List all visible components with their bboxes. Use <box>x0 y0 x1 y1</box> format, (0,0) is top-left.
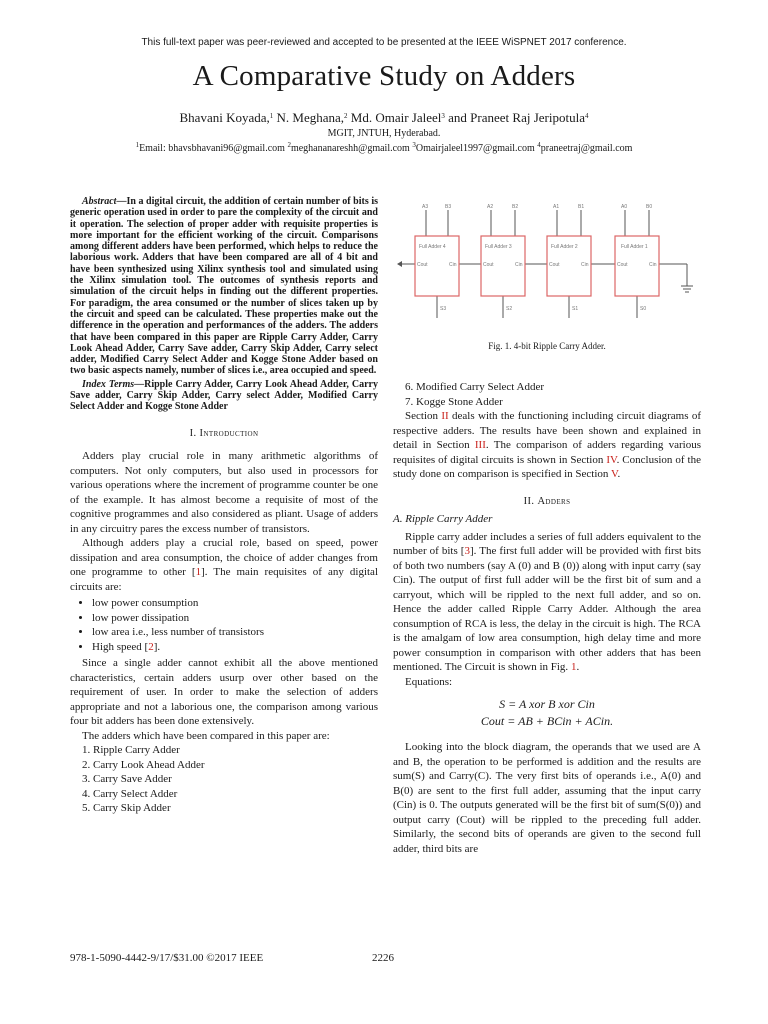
list-item: • low area i.e., less number of transistors <box>92 625 378 640</box>
figure-ripple-carry-adder <box>393 196 701 331</box>
block-label: Full Adder 2 <box>551 244 578 250</box>
input-label: B1 <box>578 204 585 210</box>
abstract <box>70 196 378 377</box>
list-item: 2. Carry Look Ahead Adder <box>82 758 205 771</box>
page-number: 2226 <box>372 952 394 964</box>
paper-title: A Comparative Study on Adders <box>192 60 576 92</box>
section-number: I. <box>189 427 200 439</box>
text-run: . <box>576 661 580 673</box>
author-list <box>0 110 768 126</box>
citation-link[interactable]: 1 <box>195 566 202 579</box>
intro-paragraph-4: The adders which have been compared in this paper are: <box>82 729 330 742</box>
equation-block <box>393 697 701 728</box>
text-run: High speed [ <box>92 640 149 653</box>
output-label: S1 <box>572 306 579 312</box>
list-item <box>92 640 378 655</box>
input-label: A2 <box>487 204 494 210</box>
affiliation: MGIT, JNTUH, Hyderabad. <box>327 128 441 139</box>
output-label: S2 <box>506 306 513 312</box>
email-superscript: 1 <box>135 141 140 149</box>
input-label: B0 <box>646 204 653 210</box>
list-item: 3. Carry Save Adder <box>82 773 172 786</box>
subsection-heading: A. Ripple Carry Adder <box>393 513 493 525</box>
text-run: ]. <box>153 640 161 653</box>
text-run: Although adders play a crucial role, based on speed, power dissipation and area consumption, the choice of adder changes from one programme to other [ <box>70 537 378 579</box>
text-run: . The comparison of adders regarding various requisites of digital circuits is shown in Section <box>393 439 702 466</box>
citation-link[interactable]: 3 <box>464 545 470 557</box>
text-run: deals with the functioning including circuit diagrams of respective adders. The results have been shown and explained in detail in Section <box>393 410 701 451</box>
text-run: ]. The first full adder will be provided with first bits of both two numbers (say A (0) and B (0)) along with input carry (say Cin). The output of first full adder will be the first bit of sum and a carryout, which will be rippled to the next full adder, and so on. Hence the adder called Ripple Carry Adder. Although the area consumption of RCA is less, the delay in the circuit is high. The RCA is the amalgam of low area consumption, high delay time and more power consumption in comparison with other adders that has been mentioned. The Circuit is shown in Fig. <box>393 545 701 673</box>
author-name: Bhavani Koyada, <box>179 110 270 125</box>
abstract-label: Abstract <box>82 196 117 207</box>
list-item: 7. Kogge Stone Adder <box>405 395 503 408</box>
figure-link[interactable]: 1 <box>570 661 577 673</box>
left-column <box>70 196 378 816</box>
section-link[interactable]: IV <box>606 453 617 466</box>
intro-paragraph-1: Adders play crucial role in many arithmetic algorithms of computers. Not only computers, but also used in processors for various operations where the increment of programme counter be one of the example. It has almost become a requisite of most of the cognitive programmes and also considered as pliant. Usage of adders in any circuitry pares the excess number of transistors. <box>70 450 378 535</box>
input-label: B2 <box>512 204 519 210</box>
requisites-list <box>70 596 378 654</box>
index-terms <box>70 379 378 413</box>
circuit-diagram <box>393 196 701 331</box>
email: Email: bhavsbhavani96@gmail.com <box>139 143 288 154</box>
figure-caption: Fig. 1. 4-bit Ripple Carry Adder. <box>488 341 606 351</box>
intro-paragraph-3: Since a single adder cannot exhibit all the above mentioned characteristics, certain adders usurp over other based on the requirement of user. In order to make the selection of adders appropriate and not a laborious one, the comparison among various four bit adders has been done extensively. <box>70 657 378 728</box>
text-run: . <box>617 468 621 480</box>
block-label: Full Adder 1 <box>621 244 648 250</box>
text-run: Ripple carry adder includes a series of full adders equivalent to the number of bits [ <box>393 530 701 557</box>
author-name: N. Meghana, <box>273 110 345 125</box>
list-item: • low power consumption <box>92 596 378 611</box>
list-item: 4. Carry Select Adder <box>82 787 178 800</box>
section-title: Introduction <box>199 427 259 439</box>
output-label: S3 <box>440 306 447 312</box>
sections-overview-paragraph <box>393 409 701 482</box>
copyright-footer: 978-1-5090-4442-9/17/$31.00 ©2017 IEEE <box>70 952 264 964</box>
section-heading-introduction <box>70 427 378 442</box>
equation: Cout = AB + BCin + ACin. <box>480 713 614 728</box>
author-emails <box>0 143 768 154</box>
text-run: . Conclusion of the study done on comparison is specified in Section <box>393 453 702 480</box>
input-label: A0 <box>621 204 628 210</box>
section-heading-adders <box>393 495 701 510</box>
email: praneetraj@gmail.com <box>540 143 633 154</box>
intro-paragraph-2 <box>70 536 378 594</box>
conference-banner: This full-text paper was peer-reviewed and accepted to be presented at the IEEE WiSPNET 2017 conference. <box>141 37 627 48</box>
email-superscript: 4 <box>537 141 541 149</box>
pin-label: Cout <box>483 262 494 268</box>
list-item: 5. Carry Skip Adder <box>82 802 171 815</box>
input-label: B3 <box>445 204 452 210</box>
carry-out-arrow-icon <box>397 261 402 267</box>
pin-label: Cout <box>549 262 560 268</box>
input-label: A3 <box>422 204 429 210</box>
section-number: II. <box>523 495 538 507</box>
email: meghananareshh@gmail.com <box>290 143 413 154</box>
author-superscript: 3 <box>441 112 445 120</box>
author-superscript: 1 <box>269 112 274 120</box>
author-name: Md. Omair Jaleel <box>347 110 442 125</box>
index-terms-text: —Ripple Carry Adder, Carry Look Ahead Adder, Carry Save adder, Carry Skip Adder, Carry select Adder, Modified Carry Select Adder and Kogge Stone Adder <box>70 378 378 413</box>
equations-label: Equations: <box>405 675 453 688</box>
abstract-text: —In a digital circuit, the addition of certain number of bits is generic operation used in order to pare the complexity of the circuit and it operation. The selection of proper adder with requisite properties is more important for the efficient working of the circuit. Comparisons among different adders have been performed, which helps to reduce the laborious work. Adders that have been compared are all of 4 bit and have been synthesized using Xilinx synthesis tool and simulated using the Xilinx simulation tool. The outcomes of synthesis reports and simulation of the circuit helps in finding out the different properties. For paradigm, the area consumed or the number of slices taken up by the circuit and speed can be calculated. These properties make out the difference in the operation and performances of the adders. The adders that have been compared in this paper are Ripple Carry Adder, Carry Look Ahead Adder, Carry Save adder, Carry Skip Adder, Carry select adder, Modified Carry Select Adder and Kogge Stone Adder based on two basic aspects namely, number of slices i.e., area occupied and speed. <box>70 196 378 377</box>
adders-list <box>70 743 378 816</box>
section-link[interactable]: III <box>474 439 486 451</box>
block-label: Full Adder 3 <box>485 244 512 250</box>
list-item: 6. Modified Carry Select Adder <box>405 381 544 393</box>
pin-label: Cout <box>617 262 628 268</box>
email-superscript: 2 <box>287 141 291 149</box>
author-superscript: 4 <box>584 112 589 120</box>
rca-paragraph <box>393 530 701 675</box>
block-diagram-paragraph: Looking into the block diagram, the operands that we used are A and B, the operation to be performed is addition and the results are sum(S) and Carry(C). The very first bits of operands i.e., A(0) and B(0) are sent to the first full adder, assuming that the input carry (Cin) is 0. The outputs generated will be the first bit of sum(S(0)) and output carry (Cout) will be rippled to the preceding full adder. Similarly, the second bits of operands are given to the second full adder, third bits are <box>393 741 701 855</box>
block-label: Full Adder 4 <box>419 244 446 250</box>
index-terms-label: Index Terms <box>82 378 135 390</box>
citation-link[interactable]: 2 <box>148 640 154 653</box>
adders-list-continued <box>393 380 701 409</box>
pin-label: Cin <box>581 262 589 268</box>
email: Omairjaleel1997@gmail.com <box>415 143 538 154</box>
list-item: • low power dissipation <box>92 611 378 626</box>
section-link[interactable]: II <box>441 410 449 422</box>
pin-label: Cin <box>449 262 457 268</box>
pin-label: Cout <box>417 262 428 268</box>
section-link[interactable]: V <box>610 468 618 480</box>
input-label: A1 <box>553 204 560 210</box>
right-column <box>393 380 701 856</box>
email-superscript: 3 <box>412 141 416 149</box>
pin-label: Cin <box>649 262 657 268</box>
text-run: Section <box>405 410 442 422</box>
output-label: S0 <box>640 306 647 312</box>
list-item: 1. Ripple Carry Adder <box>82 744 180 757</box>
author-superscript: 2 <box>344 112 348 120</box>
section-title: Adders <box>537 495 571 507</box>
equation: S = A xor B xor Cin <box>499 697 595 711</box>
author-name: and Praneet Raj Jeripotula <box>444 110 585 125</box>
text-run: ]. The main requisites of any digital circuits are: <box>70 566 378 593</box>
pin-label: Cin <box>515 262 523 268</box>
